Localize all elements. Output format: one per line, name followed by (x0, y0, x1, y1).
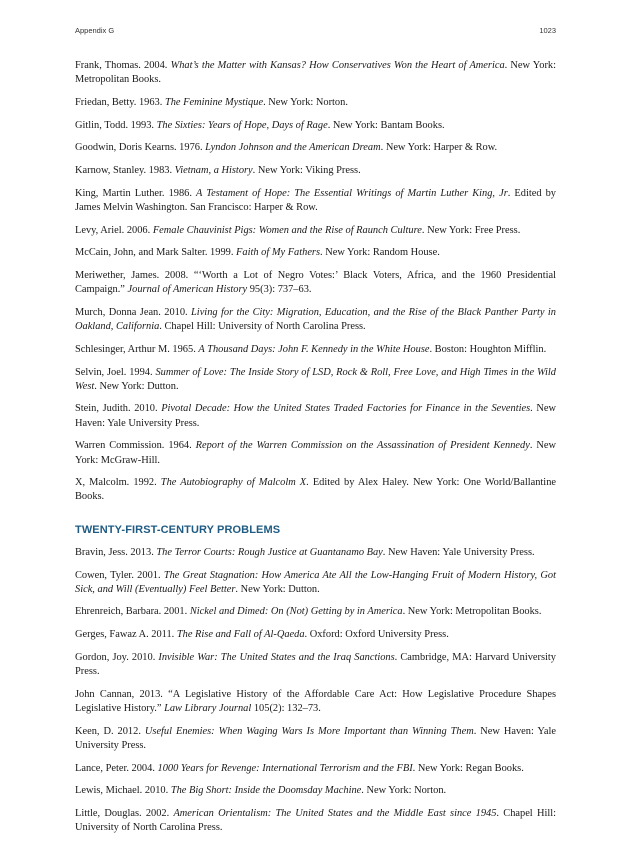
entry-title: 1000 Years for Revenge: International Terrorism and the FBI (157, 762, 413, 774)
entry-author-date: Bravin, Jess. 2013. (75, 546, 157, 558)
entry-title: A Thousand Days: John F. Kennedy in the White House (198, 343, 430, 355)
bibliography-entry (75, 164, 556, 178)
entry-title: A Testament of Hope: The Essential Writings of Martin Luther King, Jr (196, 187, 508, 199)
entry-publication: . Edited by Alex Haley. New York: One World/Ballantine Books. (75, 477, 556, 503)
entry-publication: . Boston: Houghton Mifflin. (429, 343, 547, 355)
entry-publication: 105(2): 132–73. (251, 703, 321, 714)
bibliography-entry (75, 628, 556, 642)
entry-title: Summer of Love: The Inside Story of LSD, Rock & Roll, Free Love, and High Times in the Wild West (75, 366, 556, 392)
entry-author-date: Levy, Ariel. 2006. (75, 224, 153, 236)
entry-author-date: Warren Commission. 1964. (75, 440, 196, 452)
entry-author-date: Gerges, Fawaz A. 2011. (75, 629, 177, 641)
bibliography-entry (75, 439, 556, 467)
entry-author-date: Friedan, Betty. 1963. (75, 96, 165, 108)
entry-publication: . New York: Norton. (263, 96, 348, 108)
bibliography-list-2 (75, 546, 556, 836)
entry-publication: . New York: Metropolitan Books. (75, 60, 556, 86)
entry-title: The Terror Courts: Rough Justice at Guantanamo Bay (156, 546, 383, 558)
entry-title: The Feminine Mystique (164, 96, 264, 108)
entry-publication: . New York: Harper & Row. (380, 142, 498, 154)
entry-publication: . New York: Free Press. (421, 224, 521, 236)
entry-publication: . New York: Bantam Books. (327, 119, 445, 131)
entry-title: Journal of American History (127, 284, 248, 296)
entry-author-date: Ehrenreich, Barbara. 2001. (75, 606, 190, 618)
bibliography-entry (75, 651, 556, 679)
entry-author-date: Gordon, Joy. 2010. (75, 651, 159, 663)
entry-publication: . Chapel Hill: University of North Carolina Press. (159, 321, 366, 333)
entry-title: Pivotal Decade: How the United States Traded Factories for Finance in the Seventies (161, 403, 531, 415)
entry-author-date: Goodwin, Doris Kearns. 1976. (75, 142, 206, 154)
header-section-label: Appendix G (75, 26, 115, 35)
entry-author-date: Little, Douglas. 2002. (75, 808, 174, 820)
entry-title: Useful Enemies: When Waging Wars Is More Important than Winning Them (144, 725, 474, 737)
bibliography-entry (75, 187, 556, 215)
entry-publication: . New Haven: Yale University Press. (75, 725, 556, 751)
bibliography-entry (75, 224, 556, 238)
bibliography-entry (75, 688, 556, 716)
entry-title: The Big Short: Inside the Doomsday Machine (170, 785, 362, 797)
entry-title: What’s the Matter with Kansas? How Conservatives Won the Heart of America (170, 60, 505, 71)
entry-title: Faith of My Fathers (236, 247, 321, 259)
entry-author-date: X, Malcolm. 1992. (75, 477, 161, 489)
header-page-number: 1023 (539, 26, 556, 35)
bibliography-entry (75, 762, 556, 776)
entry-publication: . Edited by James Melvin Washington. San Francisco: Harper & Row. (75, 187, 556, 213)
section-heading: TWENTY-FIRST-CENTURY PROBLEMS (75, 523, 281, 536)
entry-title: American Orientalism: The United States and the Middle East since 1945 (173, 808, 497, 820)
entry-publication: . New York: Dutton. (235, 583, 320, 595)
entry-title: The Sixties: Years of Hope, Days of Rage (156, 119, 328, 131)
entry-author-date: Gitlin, Todd. 1993. (75, 119, 157, 131)
entry-publication: . Cambridge, MA: Harvard University Press. (75, 651, 556, 678)
entry-author-date: Selvin, Joel. 1994. (75, 366, 156, 378)
bibliography-entry (75, 402, 556, 430)
bibliography-entry (75, 605, 556, 619)
entry-author-date: Meriwether, James. 2008. “‘Worth a Lot of Negro Votes:’ Black Voters, Africa, and the 1960 Presidential Campaign.” (75, 270, 556, 296)
entry-author-date: McCain, John, and Mark Salter. 1999. (75, 247, 237, 259)
entry-author-date: Keen, D. 2012. (75, 725, 145, 737)
bibliography-content (75, 59, 556, 844)
entry-author-date: Murch, Donna Jean. 2010. (75, 306, 192, 318)
entry-title: Report of the Warren Commission on the Assassination of President Kennedy (195, 440, 530, 452)
entry-author-date: Lance, Peter. 2004. (75, 762, 158, 774)
entry-publication: . New Haven: Yale University Press. (75, 403, 556, 429)
bibliography-entry (75, 546, 556, 560)
entry-author-date: Cowen, Tyler. 2001. (75, 569, 164, 581)
entry-publication: . Chapel Hill: University of North Carolina Press. (75, 808, 556, 834)
bibliography-entry (75, 476, 556, 504)
entry-author-date: Frank, Thomas. 2004. (75, 60, 171, 71)
entry-publication: . New York: McGraw-Hill. (75, 440, 557, 466)
entry-author-date: John Cannan, 2013. “A Legislative History of the Affordable Care Act: How Legislative Procedure Shapes Legislative History.” (75, 688, 556, 714)
entry-publication: . New Haven: Yale University Press. (382, 546, 535, 558)
bibliography-entry (75, 141, 556, 155)
entry-title: Nickel and Dimed: On (Not) Getting by in America (189, 606, 403, 618)
bibliography-entry (75, 96, 556, 110)
entry-publication: . New York: Random House. (320, 247, 440, 259)
bibliography-entry (75, 269, 556, 297)
bibliography-entry (75, 246, 556, 260)
entry-author-date: Stein, Judith. 2010. (75, 403, 162, 415)
entry-publication: . New York: Regan Books. (412, 762, 524, 774)
bibliography-entry (75, 59, 556, 87)
entry-publication: . New York: Dutton. (94, 380, 179, 392)
bibliography-list-1 (75, 59, 556, 505)
bibliography-entry (75, 725, 556, 753)
entry-title: The Rise and Fall of Al-Qaeda (176, 629, 305, 641)
entry-title: The Autobiography of Malcolm X (160, 477, 307, 489)
entry-title: Living for the City: Migration, Education, and the Rise of the Black Panther Party in Oakland, California (75, 306, 556, 333)
bibliography-entry (75, 807, 556, 835)
bibliography-entry (75, 569, 556, 597)
bibliography-entry (75, 784, 556, 798)
entry-author-date: King, Martin Luther. 1986. (75, 187, 197, 199)
entry-publication: . New York: Viking Press. (252, 165, 361, 177)
entry-title: Female Chauvinist Pigs: Women and the Rise of Raunch Culture (152, 224, 422, 236)
bibliography-entry (75, 366, 556, 394)
bibliography-entry (75, 343, 556, 357)
entry-publication: 95(3): 737–63. (247, 284, 312, 296)
entry-publication: . Oxford: Oxford University Press. (304, 629, 449, 641)
entry-author-date: Lewis, Michael. 2010. (75, 785, 171, 797)
entry-author-date: Schlesinger, Arthur M. 1965. (75, 343, 199, 355)
entry-title: Law Library Journal (164, 703, 252, 714)
entry-title: Invisible War: The United States and the Iraq Sanctions (158, 651, 395, 663)
entry-publication: . New York: Metropolitan Books. (402, 606, 542, 618)
entry-author-date: Karnow, Stanley. 1983. (75, 165, 175, 177)
bibliography-entry (75, 306, 556, 334)
entry-title: Vietnam, a History (174, 165, 253, 177)
entry-title: Lyndon Johnson and the American Dream (205, 142, 381, 154)
entry-publication: . New York: Norton. (361, 785, 447, 797)
entry-title: The Great Stagnation: How America Ate All the Low-Hanging Fruit of Modern History, Got Sick, and Will (Eventually) Feel Better (75, 569, 556, 595)
bibliography-entry (75, 119, 556, 133)
